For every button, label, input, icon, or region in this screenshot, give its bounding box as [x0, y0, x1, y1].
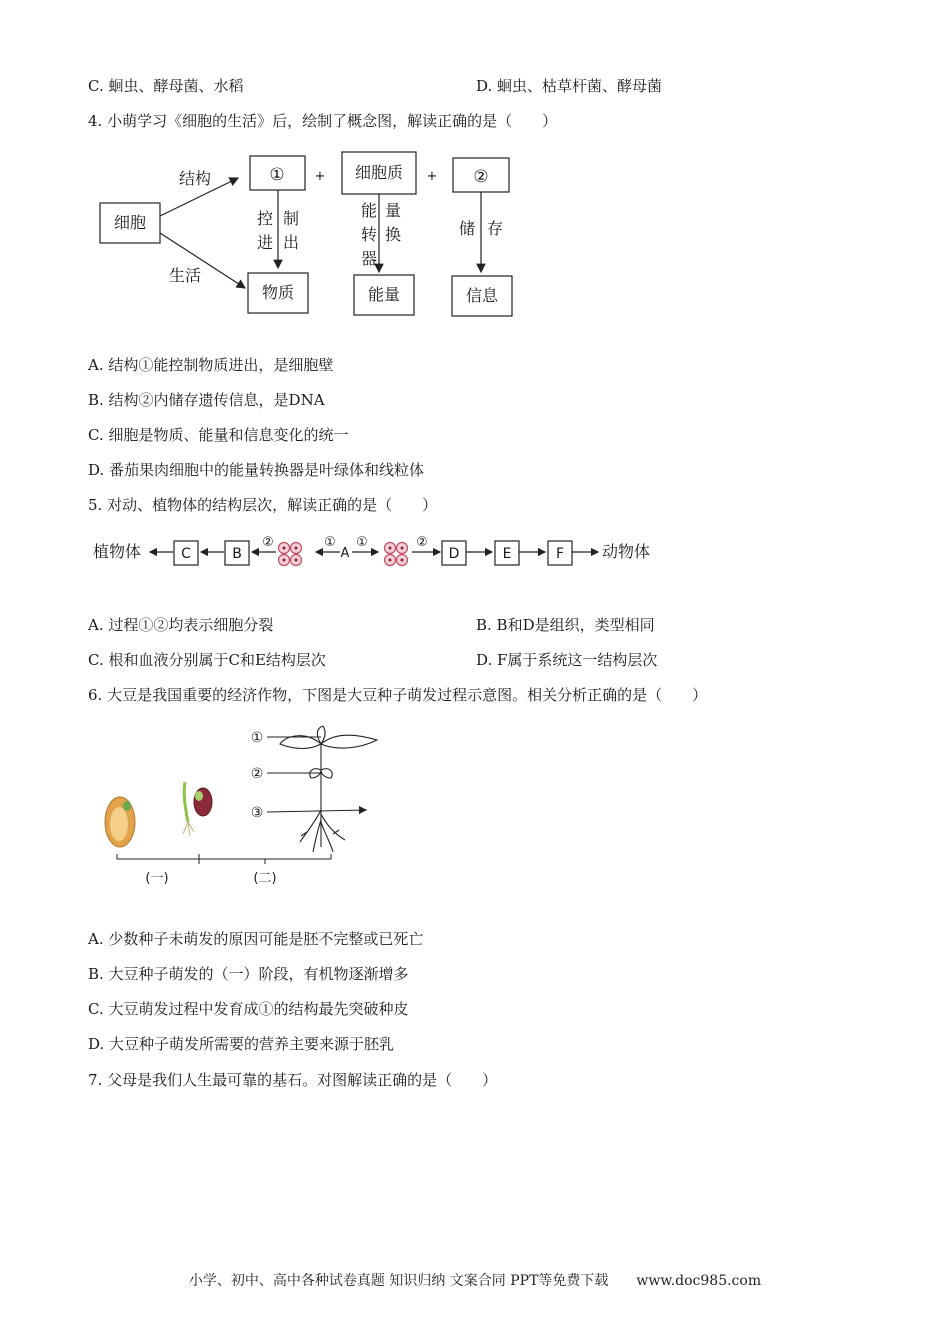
- q4-stem: 4. 小萌学习《细胞的生活》后，绘制了概念图，解读正确的是（ ）: [88, 112, 558, 130]
- svg-text:细胞质: 细胞质: [354, 163, 404, 182]
- svg-text:存: 存: [486, 219, 504, 238]
- svg-text:①: ①: [250, 730, 264, 746]
- q4-option-a: A. 结构①能控制物质进出，是细胞壁: [88, 356, 334, 374]
- q5-option-d: D. F属于系统这一结构层次: [476, 651, 658, 669]
- q6-germination-diagram: [95, 722, 395, 892]
- svg-text:②: ②: [250, 766, 264, 782]
- svg-text:C: C: [181, 546, 191, 562]
- svg-text:量: 量: [384, 201, 402, 220]
- q6-stem: 6. 大豆是我国重要的经济作物，下图是大豆种子萌发过程示意图。相关分析正确的是（ ）: [88, 686, 708, 704]
- svg-text:+: +: [426, 169, 438, 184]
- svg-text:器: 器: [360, 249, 378, 268]
- svg-text:③: ③: [250, 805, 264, 821]
- svg-text:①: ①: [324, 535, 336, 550]
- svg-text:物质: 物质: [261, 283, 295, 302]
- q5-option-c: C. 根和血液分别属于C和E结构层次: [88, 651, 326, 669]
- cell-cluster-right: [385, 543, 408, 566]
- svg-text:控: 控: [256, 209, 274, 228]
- svg-text:进: 进: [256, 233, 274, 252]
- svg-text:A: A: [340, 546, 350, 561]
- page-footer: 小学、初中、高中各种试卷真题 知识归纳 文案合同 PPT等免费下载 www.doc985.com: [188, 1273, 762, 1289]
- q6-option-b: B. 大豆种子萌发的（一）阶段，有机物逐渐增多: [88, 965, 409, 983]
- q6-option-c: C. 大豆萌发过程中发育成①的结构最先突破种皮: [88, 1000, 409, 1018]
- structure-label: 结构: [178, 169, 212, 188]
- svg-text:B: B: [232, 546, 242, 562]
- svg-text:F: F: [555, 546, 565, 562]
- svg-text:①: ①: [269, 165, 285, 185]
- q5-stem: 5. 对动、植物体的结构层次，解读正确的是（ ）: [88, 496, 438, 514]
- q3-option-c: C. 蛔虫、酵母菌、水稻: [88, 77, 244, 95]
- svg-text:②: ②: [416, 535, 428, 550]
- q5-option-a: A. 过程①②均表示细胞分裂: [88, 616, 274, 634]
- svg-text:植物体: 植物体: [93, 542, 142, 561]
- svg-text:制: 制: [282, 209, 300, 228]
- svg-text:能量: 能量: [367, 285, 401, 304]
- q5-option-b: B. B和D是组织，类型相同: [476, 616, 655, 634]
- sprouting-seed-illustration: [183, 782, 212, 836]
- q6-option-a: A. 少数种子未萌发的原因可能是胚不完整或已死亡: [88, 930, 424, 948]
- svg-text:+: +: [314, 169, 326, 184]
- cell-cluster-left: [279, 543, 302, 566]
- q5-structure-diagram: [90, 533, 670, 573]
- q4-option-c: C. 细胞是物质、能量和信息变化的统一: [88, 426, 349, 444]
- svg-text:D: D: [448, 546, 460, 562]
- svg-text:动物体: 动物体: [602, 542, 651, 561]
- svg-text:(一): (一): [145, 871, 169, 886]
- svg-text:转: 转: [360, 225, 378, 244]
- svg-text:能: 能: [360, 201, 378, 220]
- q6-option-d: D. 大豆种子萌发所需要的营养主要来源于胚乳: [88, 1035, 395, 1053]
- q4-option-d: D. 番茄果肉细胞中的能量转换器是叶绿体和线粒体: [88, 461, 425, 479]
- soybean-seed-illustration: [105, 797, 135, 847]
- q4-option-b: B. 结构②内储存遗传信息，是DNA: [88, 391, 325, 409]
- svg-text:出: 出: [282, 233, 300, 252]
- q3-option-d: D. 蛔虫、枯草杆菌、酵母菌: [476, 77, 663, 95]
- svg-text:换: 换: [384, 225, 402, 244]
- life-label: 生活: [168, 266, 202, 285]
- svg-text:②: ②: [473, 167, 489, 187]
- svg-text:①: ①: [356, 535, 368, 550]
- cell-label: 细胞: [113, 213, 147, 232]
- seedling-illustration: [280, 726, 377, 852]
- svg-text:E: E: [502, 546, 512, 562]
- svg-text:②: ②: [262, 535, 274, 550]
- svg-text:信息: 信息: [465, 286, 499, 305]
- svg-text:(二): (二): [253, 871, 277, 886]
- q7-stem: 7. 父母是我们人生最可靠的基石。对图解读正确的是（ ）: [88, 1071, 498, 1089]
- q4-concept-map: [95, 148, 525, 323]
- svg-text:储: 储: [458, 219, 476, 238]
